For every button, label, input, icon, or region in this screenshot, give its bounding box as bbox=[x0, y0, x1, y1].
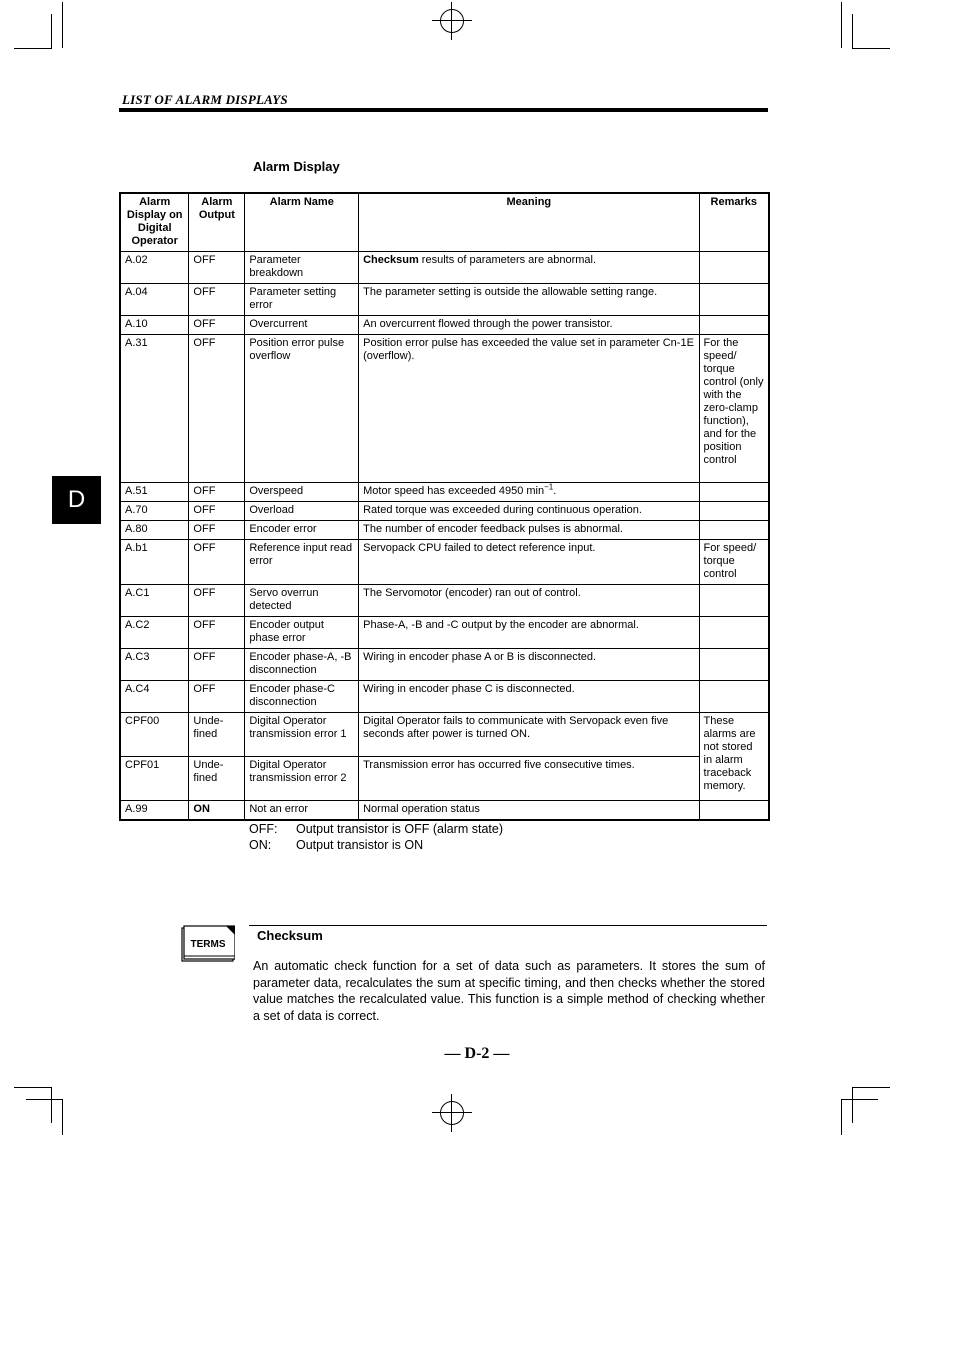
section-tab: D bbox=[52, 476, 101, 524]
alarm-meaning: Normal operation status bbox=[359, 801, 699, 821]
meaning-text: Motor speed has exceeded 4950 min bbox=[363, 485, 545, 497]
alarm-output: Unde-fined bbox=[189, 713, 245, 757]
alarm-remarks bbox=[699, 649, 769, 681]
alarm-name: Digital Operator transmission error 2 bbox=[245, 757, 359, 801]
alarm-meaning: An overcurrent flowed through the power transistor. bbox=[359, 316, 699, 335]
legend-key: OFF: bbox=[249, 822, 278, 836]
alarm-code: A.51 bbox=[120, 483, 189, 502]
crop-mark bbox=[26, 1099, 63, 1100]
alarm-output: OFF bbox=[189, 252, 245, 284]
crop-mark bbox=[841, 2, 842, 48]
alarm-code: CPF00 bbox=[120, 713, 189, 757]
legend-item bbox=[249, 838, 423, 852]
alarm-name: Servo overrun detected bbox=[245, 585, 359, 617]
table-row bbox=[120, 316, 769, 335]
column-header: Remarks bbox=[699, 193, 769, 252]
meaning-text: results of parameters are abnormal. bbox=[418, 254, 597, 266]
alarm-remarks bbox=[699, 521, 769, 540]
meaning-superscript: −1 bbox=[544, 482, 554, 492]
alarm-output: OFF bbox=[189, 681, 245, 713]
column-header: Meaning bbox=[359, 193, 699, 252]
alarm-meaning: Digital Operator fails to communicate with Servopack even five seconds after power is turned ON. bbox=[359, 713, 699, 757]
registration-mark bbox=[440, 1101, 464, 1125]
alarm-output: OFF bbox=[189, 521, 245, 540]
alarm-name: Overcurrent bbox=[245, 316, 359, 335]
alarm-output: OFF bbox=[189, 540, 245, 585]
alarm-code: A.02 bbox=[120, 252, 189, 284]
alarm-output: OFF bbox=[189, 335, 245, 483]
registration-mark bbox=[451, 2, 452, 40]
table-row bbox=[120, 617, 769, 649]
alarm-name: Position error pulse overflow bbox=[245, 335, 359, 483]
crop-mark bbox=[62, 1099, 63, 1135]
alarm-output: OFF bbox=[189, 316, 245, 335]
crop-mark bbox=[852, 48, 890, 49]
alarm-meaning: Wiring in encoder phase A or B is disconnected. bbox=[359, 649, 699, 681]
alarm-code: A.70 bbox=[120, 502, 189, 521]
alarm-name: Parameter breakdown bbox=[245, 252, 359, 284]
alarm-meaning: The parameter setting is outside the allowable setting range. bbox=[359, 284, 699, 316]
crop-mark bbox=[841, 1099, 878, 1100]
alarm-code: A.04 bbox=[120, 284, 189, 316]
crop-mark bbox=[51, 1087, 52, 1123]
alarm-output: OFF bbox=[189, 483, 245, 502]
alarm-remarks: For speed/ torque control bbox=[699, 540, 769, 585]
column-header: Alarm Name bbox=[245, 193, 359, 252]
alarm-remarks bbox=[699, 252, 769, 284]
crop-mark bbox=[852, 1087, 853, 1123]
crop-mark bbox=[14, 48, 51, 49]
alarm-meaning bbox=[359, 252, 699, 284]
alarm-code: A.C2 bbox=[120, 617, 189, 649]
table-row bbox=[120, 502, 769, 521]
alarm-remarks bbox=[699, 284, 769, 316]
crop-mark bbox=[841, 1099, 842, 1135]
alarm-remarks bbox=[699, 316, 769, 335]
terms-rule bbox=[249, 925, 767, 926]
alarm-meaning: The Servomotor (encoder) ran out of control. bbox=[359, 585, 699, 617]
alarm-code: A.C3 bbox=[120, 649, 189, 681]
alarm-remarks bbox=[699, 617, 769, 649]
alarm-name: Encoder phase-C disconnection bbox=[245, 681, 359, 713]
table-row bbox=[120, 284, 769, 316]
legend-item bbox=[249, 822, 503, 836]
terms-book-icon bbox=[181, 925, 235, 963]
legend-key: ON: bbox=[249, 838, 272, 852]
alarm-meaning: Rated torque was exceeded during continuous operation. bbox=[359, 502, 699, 521]
alarm-remarks bbox=[699, 483, 769, 502]
alarm-name: Overload bbox=[245, 502, 359, 521]
table-row bbox=[120, 649, 769, 681]
crop-mark bbox=[852, 14, 853, 49]
terms-icon-label: TERMS bbox=[190, 939, 226, 950]
alarm-code: A.10 bbox=[120, 316, 189, 335]
crop-mark bbox=[14, 1087, 51, 1088]
alarm-output: Unde-fined bbox=[189, 757, 245, 801]
table-row bbox=[120, 540, 769, 585]
meaning-term: Checksum bbox=[363, 254, 419, 266]
alarm-name: Overspeed bbox=[245, 483, 359, 502]
registration-mark bbox=[432, 20, 472, 21]
alarm-meaning: Servopack CPU failed to detect reference input. bbox=[359, 540, 699, 585]
alarm-output: OFF bbox=[189, 585, 245, 617]
alarm-code: A.C1 bbox=[120, 585, 189, 617]
meaning-text-end: . bbox=[553, 485, 557, 497]
alarm-remarks bbox=[699, 681, 769, 713]
table-row bbox=[120, 521, 769, 540]
terms-title: Checksum bbox=[257, 928, 323, 943]
table-row bbox=[120, 757, 769, 801]
alarm-output: ON bbox=[189, 801, 245, 821]
alarm-remarks: These alarms are not stored in alarm traceback memory. bbox=[699, 713, 769, 801]
alarm-meaning bbox=[359, 483, 699, 502]
table-row bbox=[120, 585, 769, 617]
crop-mark bbox=[51, 14, 52, 49]
alarm-name: Reference input read error bbox=[245, 540, 359, 585]
alarm-name: Digital Operator transmission error 1 bbox=[245, 713, 359, 757]
table-row bbox=[120, 801, 769, 821]
alarm-code: A.C4 bbox=[120, 681, 189, 713]
alarm-output: OFF bbox=[189, 617, 245, 649]
legend-text: Output transistor is OFF (alarm state) bbox=[296, 822, 503, 836]
alarm-code: A.b1 bbox=[120, 540, 189, 585]
alarm-name: Encoder output phase error bbox=[245, 617, 359, 649]
alarm-remarks: For the speed/ torque control (only with the zero-clamp function), and for the position control bbox=[699, 335, 769, 483]
section-title: Alarm Display bbox=[253, 159, 340, 174]
table-row bbox=[120, 483, 769, 502]
legend-text: Output transistor is ON bbox=[296, 838, 424, 852]
alarm-meaning: Phase-A, -B and -C output by the encoder are abnormal. bbox=[359, 617, 699, 649]
alarm-remarks bbox=[699, 801, 769, 821]
alarm-name: Not an error bbox=[245, 801, 359, 821]
running-header: LIST OF ALARM DISPLAYS bbox=[122, 92, 288, 107]
alarm-meaning: Transmission error has occurred five consecutive times. bbox=[359, 757, 699, 801]
table-row bbox=[120, 335, 769, 483]
table-row bbox=[120, 713, 769, 757]
alarm-name: Encoder phase-A, -B disconnection bbox=[245, 649, 359, 681]
alarm-output: OFF bbox=[189, 502, 245, 521]
registration-mark bbox=[451, 1094, 452, 1132]
alarm-code: A.80 bbox=[120, 521, 189, 540]
alarm-code: A.99 bbox=[120, 801, 189, 821]
alarm-remarks bbox=[699, 502, 769, 521]
alarm-code: A.31 bbox=[120, 335, 189, 483]
registration-mark bbox=[432, 1112, 472, 1113]
header-rule bbox=[119, 108, 768, 112]
terms-body: An automatic check function for a set of data such as parameters. It stores the sum of parameter data, recalculates the sum at specific timing, and then checks whether the stored value matches the recalculated value. This function is a simple method of checking whether a set of data is correct. bbox=[253, 959, 765, 1023]
alarm-name: Parameter setting error bbox=[245, 284, 359, 316]
table-header-row bbox=[120, 193, 769, 252]
alarm-meaning: Position error pulse has exceeded the value set in parameter Cn-1E (overflow). bbox=[359, 335, 699, 483]
table-row bbox=[120, 681, 769, 713]
page-number: — D-2 — bbox=[444, 1045, 510, 1062]
crop-mark bbox=[62, 2, 63, 48]
alarm-remarks bbox=[699, 585, 769, 617]
registration-mark bbox=[440, 9, 464, 33]
column-header: Alarm Display on Digital Operator bbox=[120, 193, 189, 252]
alarm-output: OFF bbox=[189, 649, 245, 681]
alarm-table bbox=[119, 192, 770, 821]
alarm-code: CPF01 bbox=[120, 757, 189, 801]
table-row bbox=[120, 252, 769, 284]
alarm-meaning: Wiring in encoder phase C is disconnected. bbox=[359, 681, 699, 713]
alarm-output: OFF bbox=[189, 284, 245, 316]
alarm-meaning: The number of encoder feedback pulses is abnormal. bbox=[359, 521, 699, 540]
alarm-name: Encoder error bbox=[245, 521, 359, 540]
crop-mark bbox=[852, 1087, 890, 1088]
column-header: Alarm Output bbox=[189, 193, 245, 252]
